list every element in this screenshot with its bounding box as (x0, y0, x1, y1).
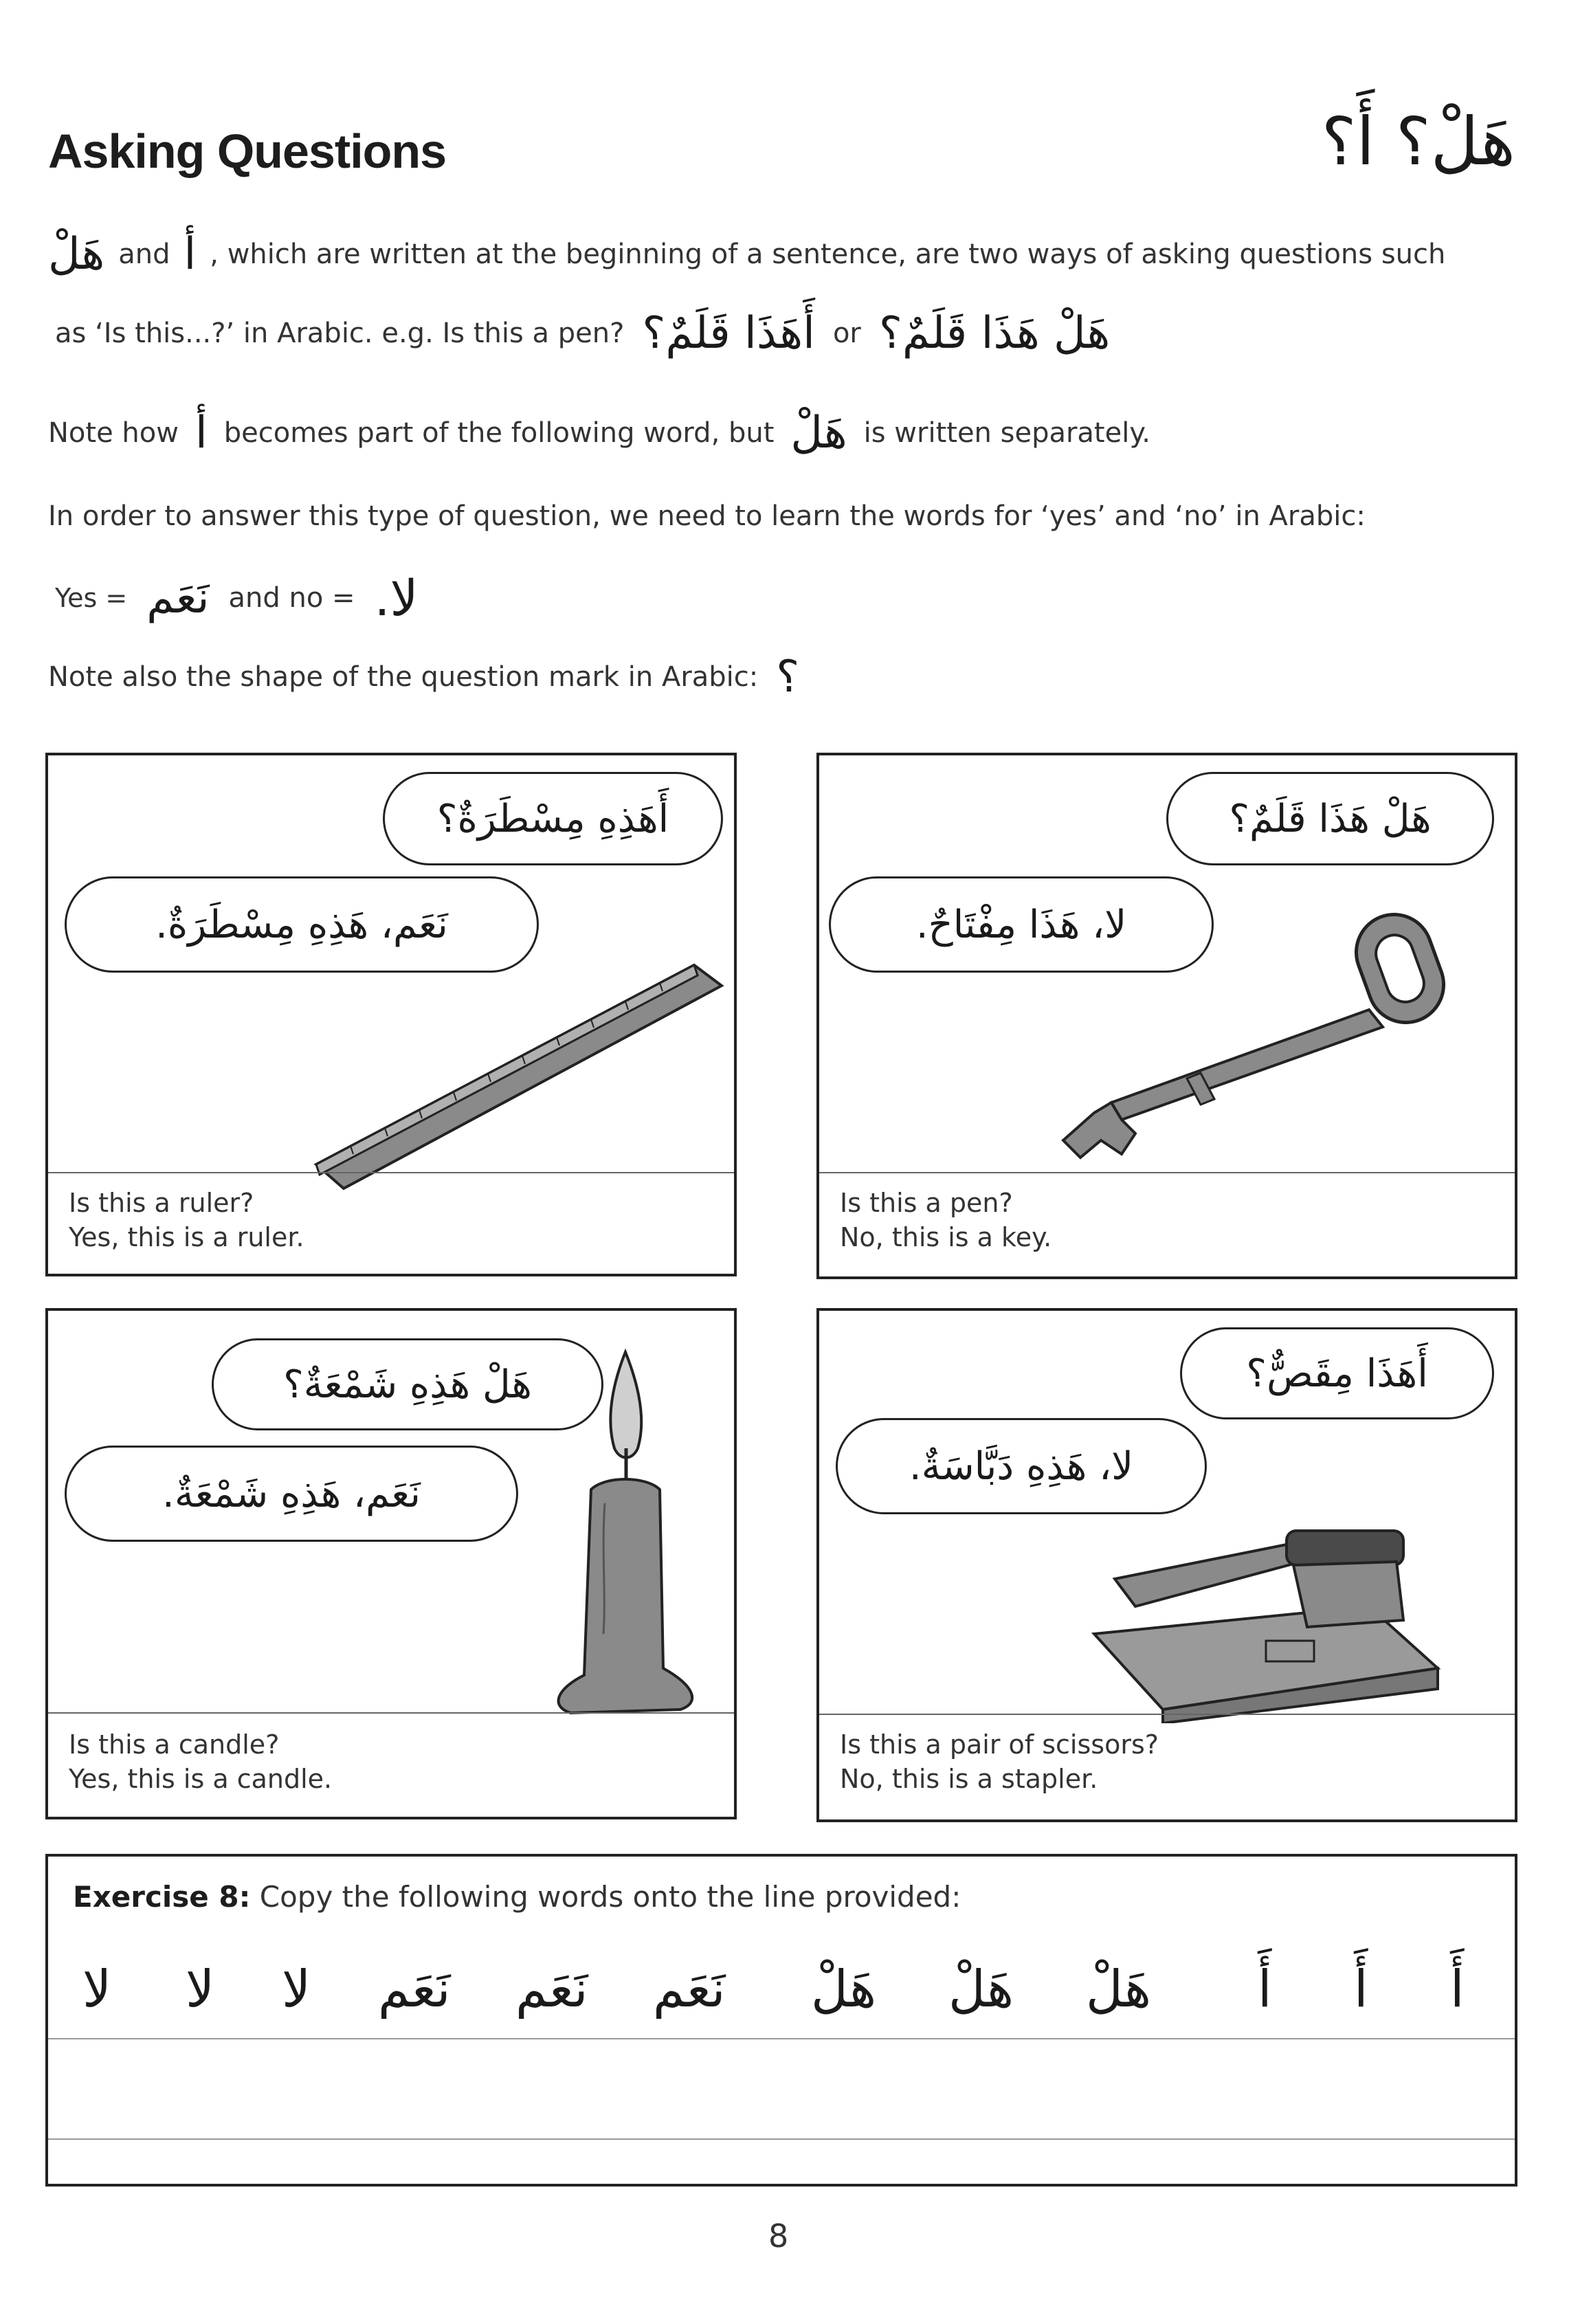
caption-answer: No, this is a stapler. (840, 1764, 1098, 1794)
and-no-label: and no = (228, 582, 355, 614)
panel-divider (819, 1172, 1515, 1173)
exercise-word: أَ (1450, 1960, 1465, 2019)
intro-or: or (832, 318, 861, 349)
caption-question: Is this a ruler? (69, 1188, 254, 1218)
caption-answer: No, this is a key. (840, 1222, 1052, 1252)
candle-illustration (529, 1345, 722, 1730)
panel-divider (48, 1712, 734, 1714)
note-how-suffix: is written separately. (863, 417, 1151, 449)
key-illustration (998, 893, 1493, 1182)
intro-text-1: , which are written at the beginning of a sentence, are two ways of asking questions such (210, 239, 1446, 270)
answer-text: نَعَم، هَذِهِ مِسْطَرَةٌ. (155, 902, 448, 947)
yes-label: Yes = (55, 583, 128, 613)
answer-text: لا، هَذَا مِفْتَاحٌ. (915, 902, 1127, 947)
question-bubble (383, 772, 723, 865)
answer-text: لا، هَذِهِ دَبَّاسَةٌ. (909, 1443, 1134, 1489)
hal-word: هَلْ (48, 229, 105, 280)
exercise-word: لا (186, 1960, 215, 2019)
intro-line-2 (55, 296, 1110, 371)
caption-question: Is this a pen? (840, 1188, 1013, 1218)
alif-word: أ (183, 229, 197, 280)
stapler-illustration (1080, 1503, 1465, 1723)
exercise-word: أَ (1354, 1960, 1368, 2019)
exercise-heading (73, 1880, 961, 1914)
answer-bubble (836, 1418, 1207, 1514)
panel-ruler (45, 753, 737, 1276)
panel-key (816, 753, 1517, 1279)
page-number: 8 (768, 2217, 789, 2255)
question-mark-note (48, 646, 799, 708)
writing-line (48, 2038, 1515, 2039)
exercise-word: نَعَم (378, 1960, 451, 2019)
answer-bubble (65, 1446, 518, 1542)
exercise-word: هَلْ (1086, 1960, 1152, 2019)
panel-stapler (816, 1308, 1517, 1822)
alif-word: أ (194, 408, 208, 458)
exercise-word: نَعَم (653, 1960, 726, 2019)
note-how-line (48, 399, 1150, 467)
panel-divider (48, 1172, 734, 1173)
answer-text: نَعَم، هَذِهِ شَمْعَةٌ. (162, 1471, 421, 1516)
exercise-word: هَلْ (811, 1960, 877, 2019)
panel-candle (45, 1308, 737, 1819)
exercise-word: هَلْ (948, 1960, 1014, 2019)
yes-arabic: نَعَم (146, 573, 210, 623)
no-arabic: لا. (374, 569, 419, 627)
exercise-word: نَعَم (515, 1960, 588, 2019)
question-bubble (1180, 1327, 1494, 1419)
exercise-word: لا (82, 1960, 112, 2019)
intro-line-1 (48, 220, 1445, 289)
exercise-word: لا (282, 1960, 311, 2019)
note-how-middle: becomes part of the following word, but (223, 417, 775, 449)
exercise-label: Exercise 8: (73, 1880, 251, 1914)
exercise-word: أَ (1258, 1960, 1272, 2019)
question-bubble (1166, 772, 1494, 865)
title-arabic: هَلْ؟ أَ؟ (1321, 103, 1515, 180)
example-hal-question: هَلْ هَذَا قَلَمٌ؟ (878, 308, 1111, 359)
answer-intro: In order to answer this type of question, we need to learn the words for ‘yes’ and ‘no’ in Arabic: (48, 500, 1366, 532)
yes-no-line (55, 564, 419, 632)
caption-question: Is this a candle? (69, 1729, 280, 1760)
caption-answer: Yes, this is a candle. (69, 1764, 333, 1794)
writing-line (48, 2138, 1515, 2140)
intro-text-2: as ‘Is this...?’ in Arabic. e.g. Is this a pen? (55, 318, 625, 349)
panel-divider (819, 1714, 1515, 1715)
example-a-question: أَهَذَا قَلَمٌ؟ (642, 308, 815, 359)
caption-question: Is this a pair of scissors? (840, 1729, 1159, 1760)
note-how-prefix: Note how (48, 417, 179, 449)
ruler-illustration (309, 893, 735, 1195)
intro-and: and (118, 239, 170, 270)
question-text: أَهَذِهِ مِسْطَرَةٌ؟ (436, 796, 669, 841)
question-text: هَلْ هَذِهِ شَمْعَةٌ؟ (283, 1362, 532, 1407)
hal-word: هَلْ (790, 408, 847, 458)
arabic-question-mark: ؟ (776, 652, 800, 702)
question-text: هَلْ هَذَا قَلَمٌ؟ (1229, 796, 1432, 841)
exercise-box (45, 1854, 1517, 2187)
question-text: أَهَذَا مِقَصٌّ؟ (1246, 1351, 1428, 1396)
caption-answer: Yes, this is a ruler. (69, 1222, 304, 1252)
question-mark-note-text: Note also the shape of the question mark in Arabic: (48, 661, 759, 693)
page-title: Asking Questions (48, 124, 447, 178)
exercise-instruction: Copy the following words onto the line provided: (259, 1880, 961, 1914)
